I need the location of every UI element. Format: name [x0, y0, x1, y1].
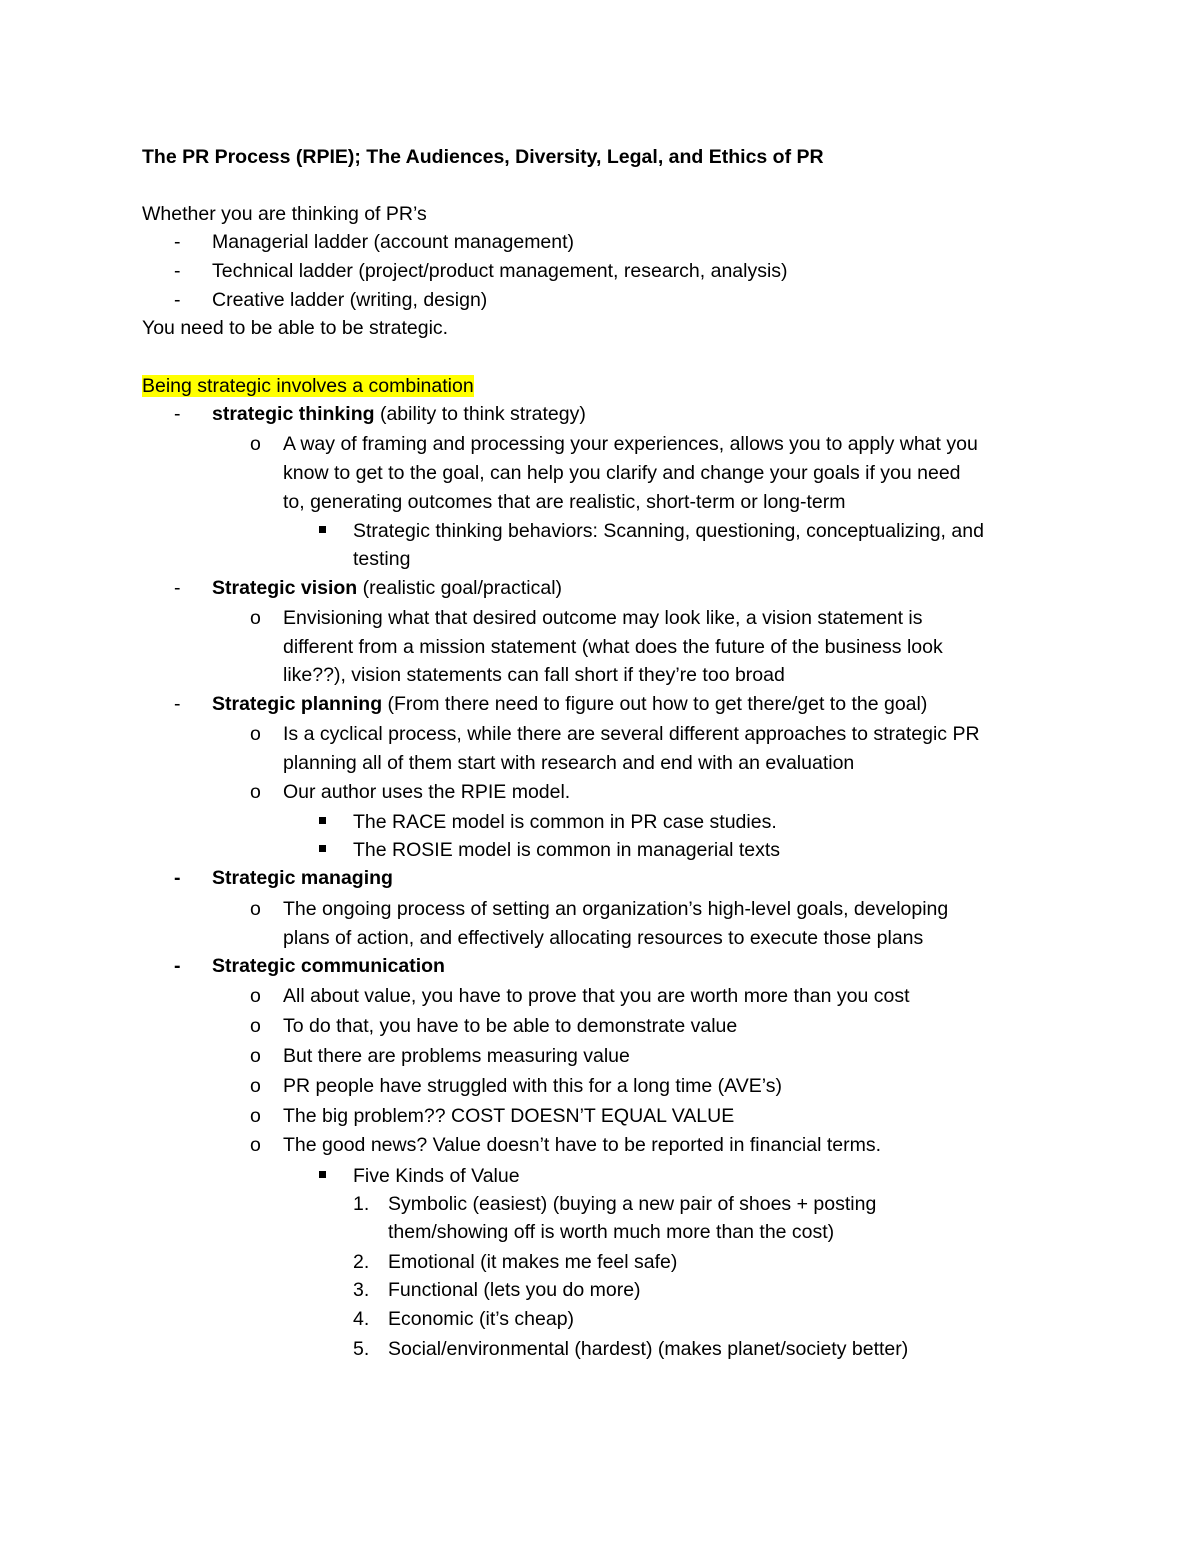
strategic-planning-item: [212, 692, 927, 716]
term-label: Strategic planning: [212, 693, 383, 715]
bullet-text-line: The ROSIE model is common in managerial texts: [353, 839, 781, 861]
circle-marker: o: [250, 723, 261, 745]
circle-marker: o: [250, 433, 261, 455]
bullet-text-line: The RACE model is common in PR case studies.: [353, 811, 777, 833]
dash-marker: -: [174, 577, 181, 599]
value-kind-line: Functional (lets you do more): [388, 1279, 641, 1301]
list-number: 5.: [353, 1338, 370, 1360]
list-number: 4.: [353, 1308, 370, 1330]
sub-text-line: The good news? Value doesn’t have to be reported in financial terms.: [283, 1134, 882, 1156]
sub-text-line: planning all of them start with research and end with an evaluation: [283, 752, 855, 774]
term-description: (From there need to figure out how to get there/get to the goal): [382, 693, 928, 715]
intro-text: Whether you are thinking of PR’s: [142, 203, 427, 225]
sub-text-line: But there are problems measuring value: [283, 1045, 630, 1067]
circle-marker: o: [250, 1045, 261, 1067]
list-number: 1.: [353, 1193, 370, 1215]
term-label: strategic thinking: [212, 403, 375, 425]
circle-marker: o: [250, 1015, 261, 1037]
sub-text-line: To do that, you have to be able to demonstrate value: [283, 1015, 738, 1037]
circle-marker: o: [250, 985, 261, 1007]
value-kind-line: Social/environmental (hardest) (makes planet/society better): [388, 1338, 909, 1360]
square-bullet-icon: [319, 845, 326, 852]
sub-text-line: plans of action, and effectively allocating resources to execute those plans: [283, 927, 924, 949]
dash-marker: -: [174, 403, 181, 425]
circle-marker: o: [250, 607, 261, 629]
ladder-item-managerial: Managerial ladder (account management): [212, 231, 575, 253]
dash-marker: -: [174, 231, 181, 253]
sub-text-line: The big problem?? COST DOESN’T EQUAL VALUE: [283, 1105, 735, 1127]
ladder-item-creative: Creative ladder (writing, design): [212, 289, 488, 311]
sub-text-line: to, generating outcomes that are realistic, short-term or long-term: [283, 491, 846, 513]
bullet-text-line: Strategic thinking behaviors: Scanning, questioning, conceptualizing, and: [353, 520, 984, 542]
value-kind-line: Symbolic (easiest) (buying a new pair of shoes + posting: [388, 1193, 877, 1215]
value-kind-line: Emotional (it makes me feel safe): [388, 1251, 678, 1273]
term-description: (realistic goal/practical): [357, 577, 563, 599]
strategic-communication-item: Strategic communication: [212, 955, 445, 977]
sub-text-line: PR people have struggled with this for a long time (AVE’s): [283, 1075, 782, 1097]
strategic-vision-item: [212, 576, 562, 600]
sub-text-line: A way of framing and processing your experiences, allows you to apply what you: [283, 433, 978, 455]
strategic-statement: You need to be able to be strategic.: [142, 317, 449, 339]
value-kind-line: them/showing off is worth much more than the cost): [388, 1221, 835, 1243]
square-bullet-icon: [319, 817, 326, 824]
dash-marker: -: [174, 867, 181, 889]
sub-text-line: know to get to the goal, can help you clarify and change your goals if you need: [283, 462, 961, 484]
bullet-text-line: testing: [353, 548, 411, 570]
square-bullet-icon: [319, 526, 326, 533]
sub-text-line: Envisioning what that desired outcome may look like, a vision statement is: [283, 607, 923, 629]
sub-text-line: Our author uses the RPIE model.: [283, 781, 571, 803]
list-number: 2.: [353, 1251, 370, 1273]
square-bullet-icon: [319, 1171, 326, 1178]
five-kinds-label: Five Kinds of Value: [353, 1165, 520, 1187]
list-number: 3.: [353, 1279, 370, 1301]
term-description: (ability to think strategy): [374, 403, 586, 425]
dash-marker: -: [174, 693, 181, 715]
strategic-thinking-item: [212, 402, 586, 426]
circle-marker: o: [250, 898, 261, 920]
sub-text-line: All about value, you have to prove that you are worth more than you cost: [283, 985, 910, 1007]
value-kind-line: Economic (it’s cheap): [388, 1308, 575, 1330]
highlight-text: Being strategic involves a combination: [142, 375, 474, 397]
sub-text-line: like??), vision statements can fall short if they’re too broad: [283, 664, 785, 686]
sub-text-line: different from a mission statement (what does the future of the business look: [283, 636, 943, 658]
dash-marker: -: [174, 289, 181, 311]
circle-marker: o: [250, 1134, 261, 1156]
dash-marker: -: [174, 260, 181, 282]
dash-marker: -: [174, 955, 181, 977]
highlighted-heading: [142, 374, 474, 398]
sub-text-line: Is a cyclical process, while there are several different approaches to strategic PR: [283, 723, 980, 745]
sub-text-line: The ongoing process of setting an organization’s high-level goals, developing: [283, 898, 949, 920]
document-title: The PR Process (RPIE); The Audiences, Diversity, Legal, and Ethics of PR: [142, 146, 824, 168]
circle-marker: o: [250, 1105, 261, 1127]
strategic-managing-item: Strategic managing: [212, 867, 393, 889]
circle-marker: o: [250, 781, 261, 803]
term-label: Strategic vision: [212, 577, 358, 599]
circle-marker: o: [250, 1075, 261, 1097]
ladder-item-technical: Technical ladder (project/product management, research, analysis): [212, 260, 788, 282]
